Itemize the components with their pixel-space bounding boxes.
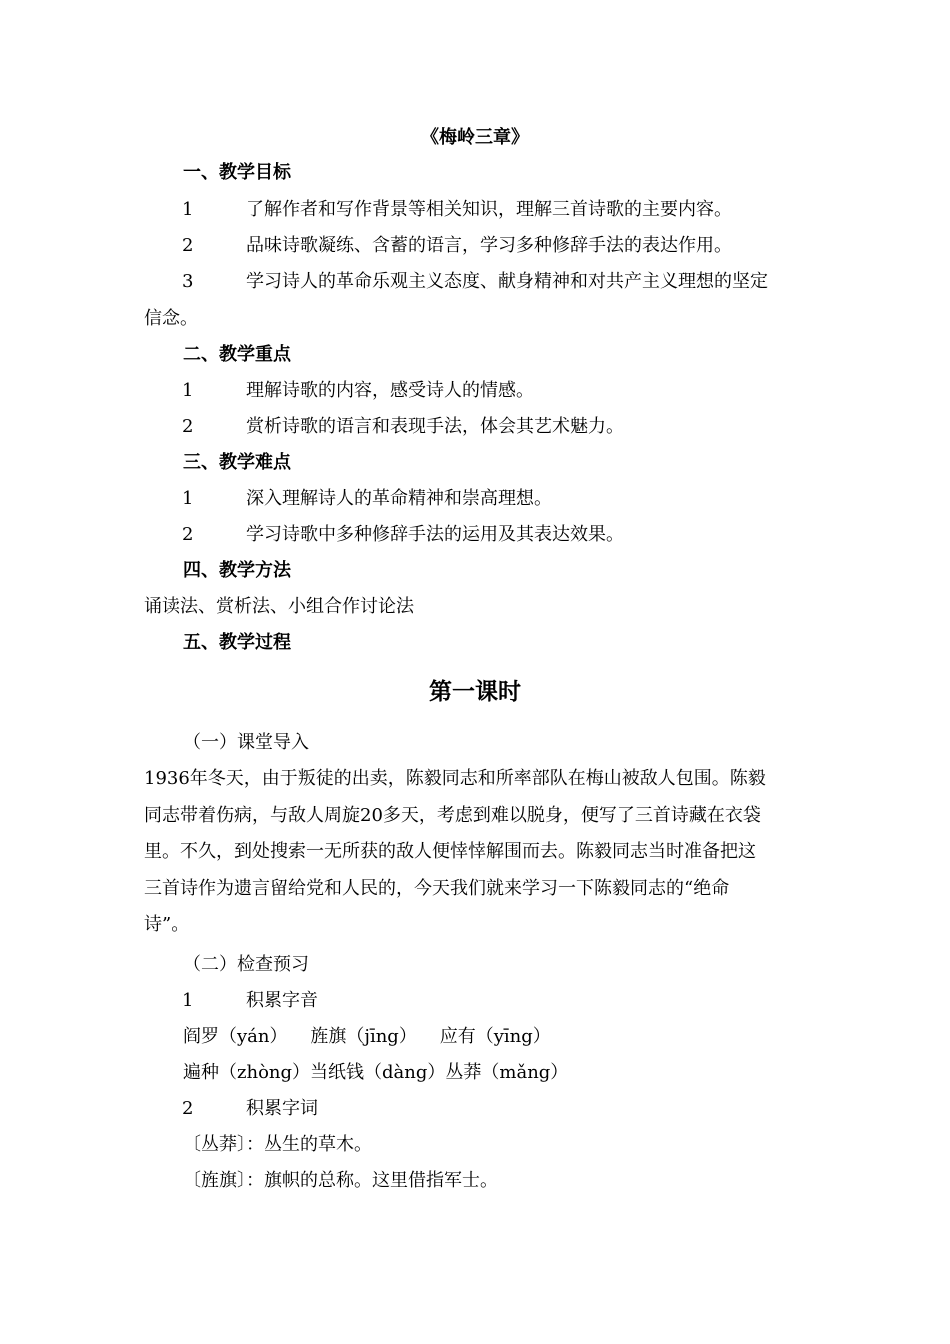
goal-number: 2 xyxy=(182,235,194,256)
pinyin-line: 阎罗（yán） 旌旗（jīng） 应有（yīng） xyxy=(183,1026,551,1047)
goal-text-continued: 信念。 xyxy=(144,308,198,329)
word-definition: 〔丛莽〕：丛生的草木。 xyxy=(183,1134,372,1155)
section-heading-methods: 四、教学方法 xyxy=(183,560,291,581)
difficulty-text: 深入理解诗人的革命精神和崇高理想。 xyxy=(246,488,552,509)
preview-item-number: 1 xyxy=(182,990,194,1011)
pinyin-line: 遍种（zhòng）当纸钱（dàng）丛莽（mǎng） xyxy=(183,1062,569,1083)
methods-text: 诵读法、赏析法、小组合作讨论法 xyxy=(144,596,414,617)
section-heading-process: 五、教学过程 xyxy=(183,632,291,653)
keypoint-number: 2 xyxy=(182,416,194,437)
intro-paragraph-line: 里。不久，到处搜索一无所获的敌人便悻悻解围而去。陈毅同志当时准备把这 xyxy=(144,841,756,862)
goal-number: 1 xyxy=(182,199,194,220)
difficulty-text: 学习诗歌中多种修辞手法的运用及其表达效果。 xyxy=(246,524,624,545)
goal-text: 学习诗人的革命乐观主义态度、献身精神和对共产主义理想的坚定 xyxy=(246,271,768,292)
goal-number: 3 xyxy=(182,271,194,292)
intro-heading: （一）课堂导入 xyxy=(183,732,309,753)
word-definition: 〔旌旗〕：旗帜的总称。这里借指军士。 xyxy=(183,1170,498,1191)
section-heading-difficulties: 三、教学难点 xyxy=(183,452,291,473)
section-heading-goals: 一、教学目标 xyxy=(183,162,291,183)
goal-text: 了解作者和写作背景等相关知识，理解三首诗歌的主要内容。 xyxy=(246,199,732,220)
keypoint-text: 理解诗歌的内容，感受诗人的情感。 xyxy=(246,380,534,401)
section-heading-keypoints: 二、教学重点 xyxy=(183,344,291,365)
difficulty-number: 1 xyxy=(182,488,194,509)
preview-item-text: 积累字音 xyxy=(246,990,318,1011)
lesson-title: 第一课时 xyxy=(429,679,521,705)
intro-paragraph-line: 1936年冬天，由于叛徒的出卖，陈毅同志和所率部队在梅山被敌人包围。陈毅 xyxy=(144,768,766,789)
preview-heading: （二）检查预习 xyxy=(183,954,309,975)
preview-item-text: 积累字词 xyxy=(246,1098,318,1119)
keypoint-text: 赏析诗歌的语言和表现手法，体会其艺术魅力。 xyxy=(246,416,624,437)
intro-paragraph-line: 三首诗作为遗言留给党和人民的，今天我们就来学习一下陈毅同志的“绝命 xyxy=(144,878,730,899)
difficulty-number: 2 xyxy=(182,524,194,545)
intro-paragraph-line: 同志带着伤病，与敌人周旋20多天，考虑到难以脱身，便写了三首诗藏在衣袋 xyxy=(144,805,761,826)
intro-paragraph-line: 诗”。 xyxy=(144,914,190,935)
keypoint-number: 1 xyxy=(182,380,194,401)
document-title: 《梅岭三章》 xyxy=(421,127,529,148)
goal-text: 品味诗歌凝练、含蓄的语言，学习多种修辞手法的表达作用。 xyxy=(246,235,732,256)
preview-item-number: 2 xyxy=(182,1098,194,1119)
